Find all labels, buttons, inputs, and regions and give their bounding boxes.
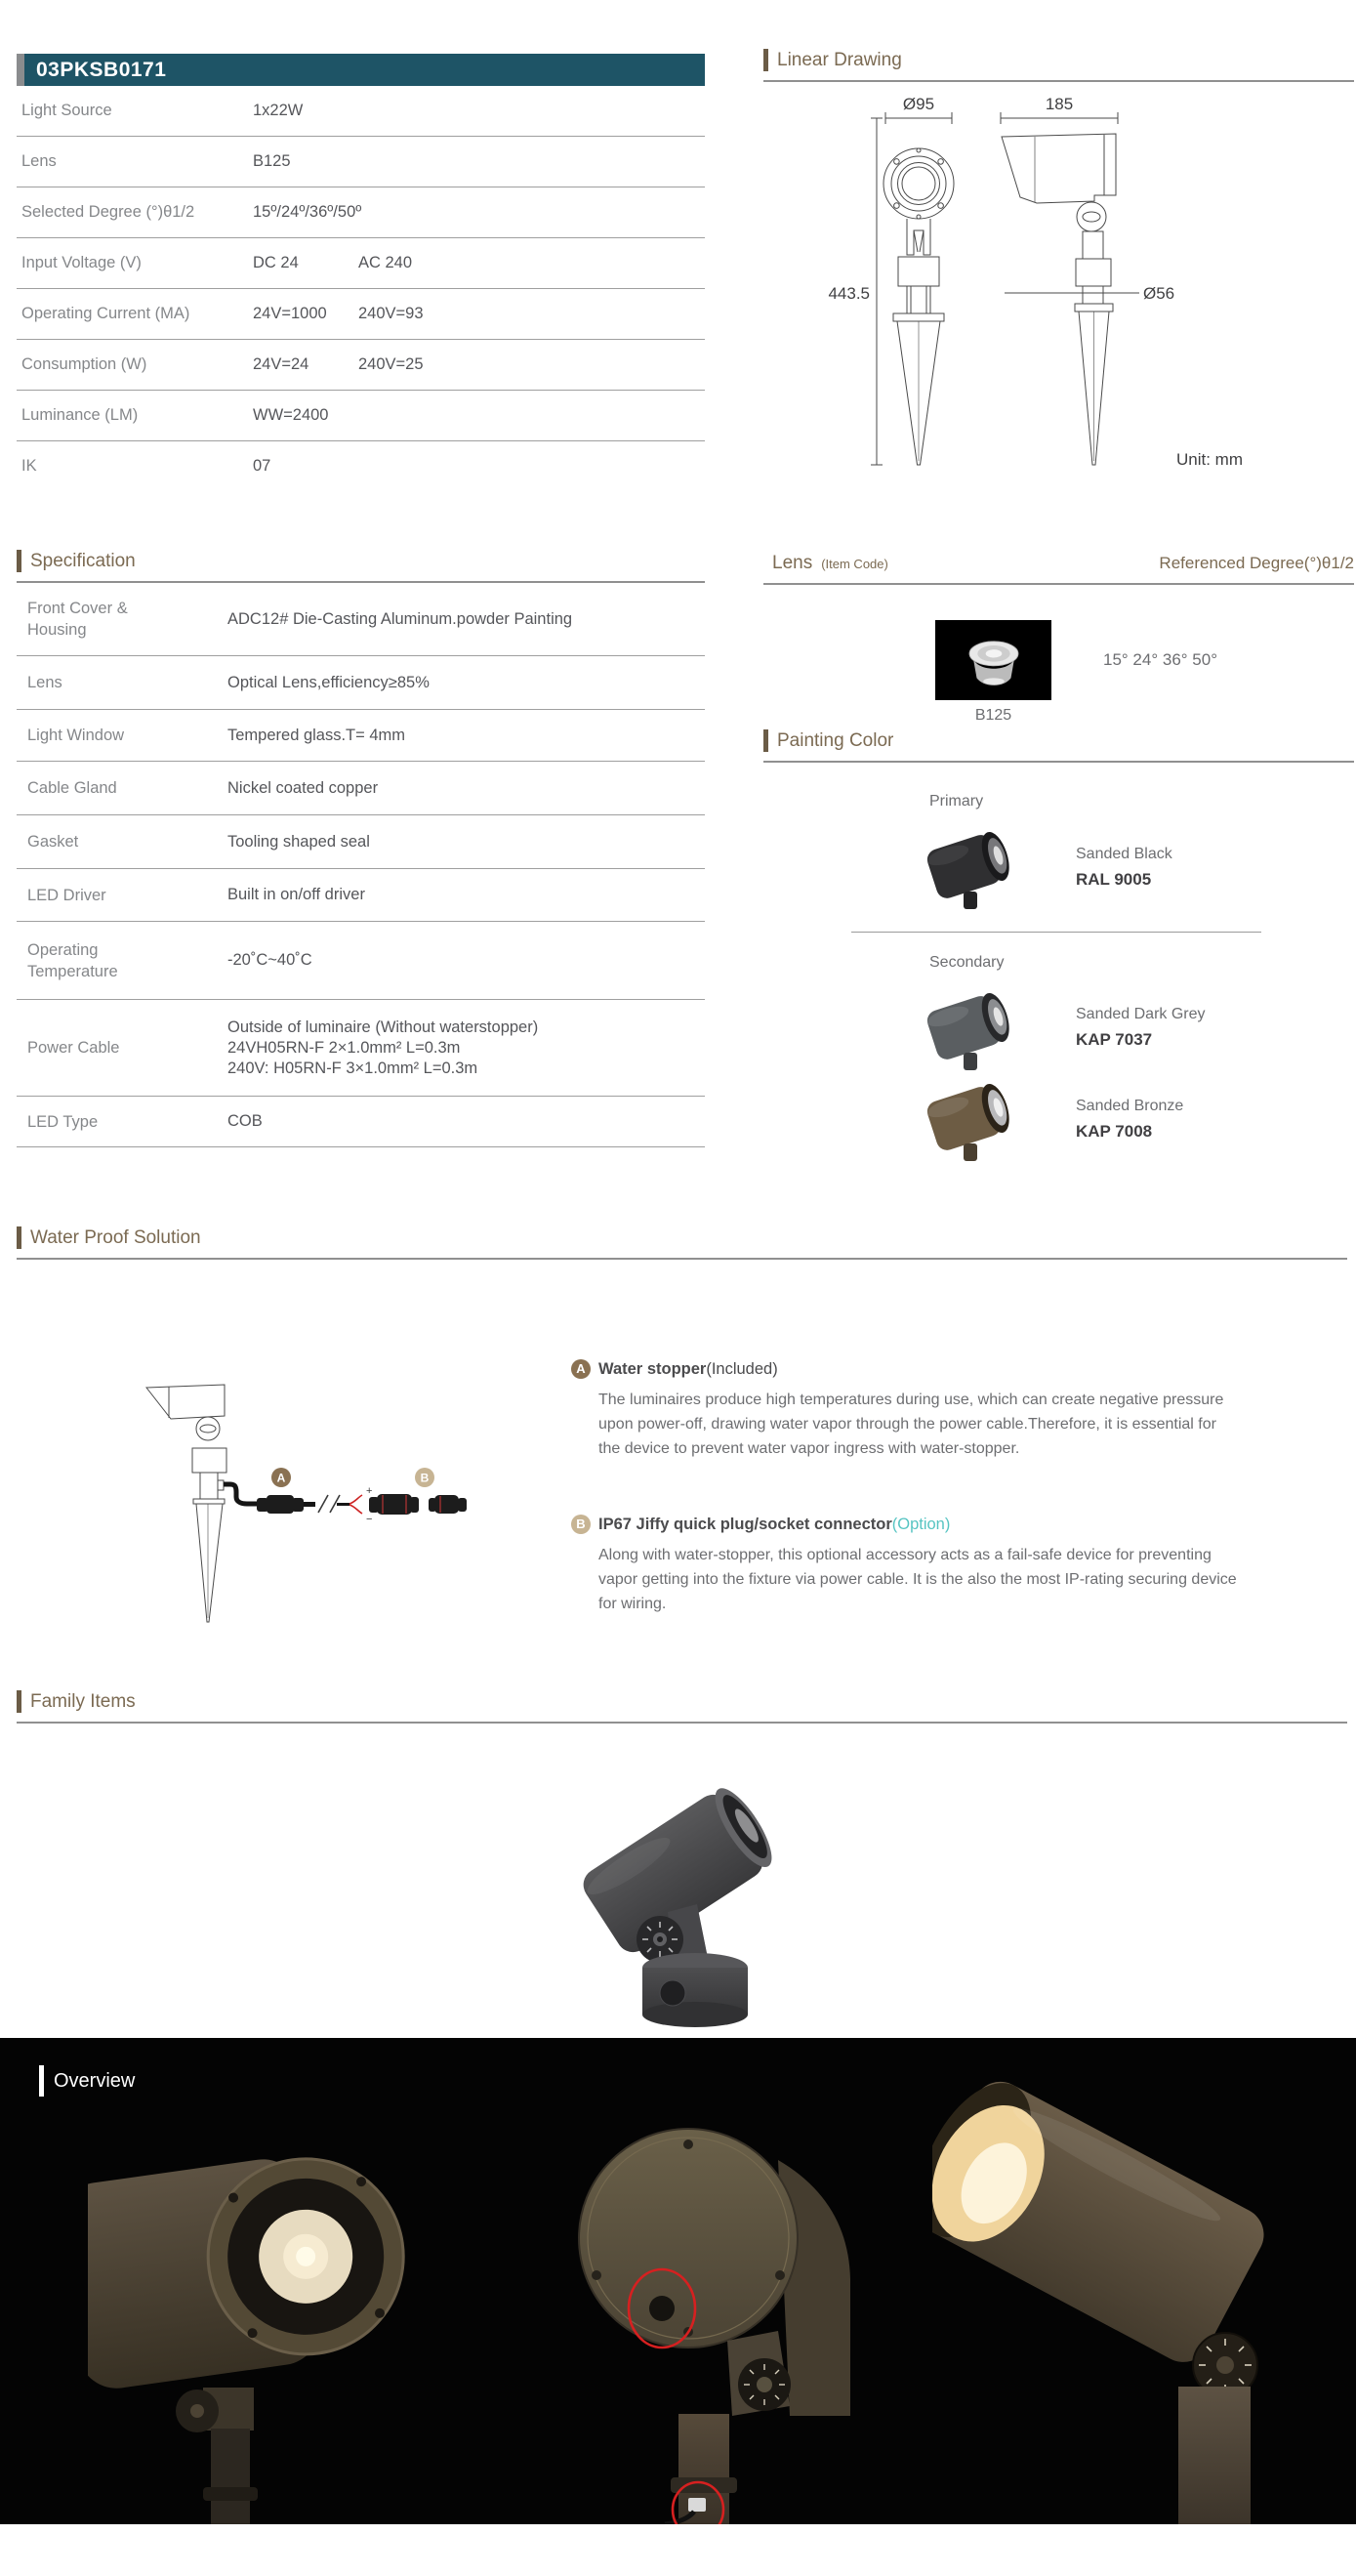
table-row (17, 289, 705, 340)
row-value: B125 (253, 152, 291, 170)
row-label: Power Cable (27, 1039, 120, 1057)
table-row (17, 441, 705, 491)
painting-color-header (763, 729, 1354, 763)
row-label: Selected Degree (°)θ1/2 (21, 203, 195, 221)
svg-text:A: A (276, 1471, 286, 1485)
row-value: DC 24 AC 240 (253, 254, 413, 271)
lens-item-code: B125 (974, 707, 1012, 724)
table-row (17, 762, 705, 815)
row-label: Consumption (W) (21, 355, 147, 373)
color-swatch-dark-grey (923, 986, 1020, 1072)
table-row (17, 656, 705, 710)
lens-illustration (955, 626, 1033, 694)
lens-photo (935, 620, 1051, 700)
color-code: KAP 7008 (1076, 1122, 1153, 1141)
row-value: WW=2400 (253, 406, 329, 424)
row-value: 1x22W (253, 102, 304, 119)
primary-label: Primary (929, 793, 984, 810)
table-row (17, 340, 705, 391)
row-value: Tempered glass.T= 4mm (227, 726, 406, 744)
table-row (17, 391, 705, 441)
row-value: -20˚C~40˚C (227, 951, 312, 969)
table-row (17, 583, 705, 656)
row-value: ADC12# Die-Casting Aluminum.powder Painting (227, 609, 573, 628)
overview-photo-front (88, 2077, 439, 2524)
specification-header (17, 550, 705, 583)
row-value: Outside of luminaire (Without waterstopper) 24VH05RN-F 2×1.0mm² L=0.3m 240V: H05RN-F 3×1.0mm² L=0.3m (227, 1018, 539, 1077)
row-value: Built in on/off driver (227, 886, 365, 903)
dim-front-diameter: Ø95 (902, 95, 935, 113)
product-code: 03PKSB0171 (24, 54, 705, 86)
secondary-label: Secondary (929, 954, 1005, 971)
color-code: KAP 7037 (1076, 1030, 1153, 1049)
row-value: COB (227, 1112, 263, 1130)
table-row (17, 86, 705, 137)
table-row (17, 187, 705, 238)
lens-section-header (763, 553, 1354, 585)
row-label: Gasket (27, 833, 79, 851)
section-title: Specification (30, 550, 136, 571)
color-name: Sanded Dark Grey (1076, 1006, 1206, 1022)
row-value: Optical Lens,efficiency≥85% (227, 673, 430, 691)
row-label: Input Voltage (V) (21, 254, 142, 271)
badge-a-icon: A (571, 1359, 591, 1379)
divider (851, 932, 1261, 933)
section-bar-icon (17, 1226, 21, 1249)
specification-table (17, 550, 705, 1147)
section-title: Water Proof Solution (30, 1226, 201, 1248)
row-label: IK (21, 457, 37, 475)
referenced-degree-title: Referenced Degree(°)θ1/2 (1159, 554, 1354, 572)
table-row (17, 869, 705, 922)
color-swatch-bronze (923, 1077, 1020, 1163)
overview-section (0, 2038, 1356, 2524)
color-code: RAL 9005 (1076, 870, 1152, 889)
linear-drawing-header (763, 49, 1354, 82)
overview-photo-back (532, 2092, 883, 2524)
color-name: Sanded Black (1076, 846, 1172, 862)
overview-photo-lit (932, 2043, 1356, 2524)
section-subtitle: (Item Code) (821, 556, 888, 571)
lens-header-left (763, 553, 888, 574)
section-bar-icon (39, 2065, 44, 2097)
section-title: Painting Color (777, 729, 894, 751)
dim-side-width: 185 (1045, 95, 1074, 113)
row-label: Lens (27, 674, 62, 691)
table-row (17, 1000, 705, 1097)
product-code-header (17, 54, 705, 86)
header-grey-bar (17, 54, 24, 86)
section-title: Lens (772, 553, 813, 573)
product-info-table (17, 54, 705, 491)
wire-minus-label: − (366, 1514, 373, 1525)
referenced-degrees: 15° 24° 36° 50° (1103, 650, 1217, 669)
table-row (17, 238, 705, 289)
row-label: Light Window (27, 727, 125, 744)
table-row (17, 922, 705, 1000)
row-value: 07 (253, 457, 271, 475)
row-label: Front Cover & Housing (27, 600, 128, 639)
row-label: Operating Current (MA) (21, 305, 190, 322)
unit-label: Unit: mm (1176, 450, 1243, 469)
table-row (17, 815, 705, 869)
section-bar-icon (17, 550, 21, 572)
badge-b-icon: B (571, 1515, 591, 1534)
row-value: 24V=24 240V=25 (253, 355, 424, 373)
wire-plus-label: + (366, 1485, 373, 1497)
row-label: Cable Gland (27, 779, 117, 797)
section-title: Overview (54, 2069, 136, 2092)
row-value: 15º/24º/36º/50º (253, 203, 362, 221)
row-label: Luminance (LM) (21, 406, 139, 424)
family-product-photo (578, 1748, 783, 2031)
connector-body: Along with water-stopper, this optional accessory acts as a fail-safe device for preventing vapor getting into the fixture via power cable. It is the also the most IP-rating securing device for wiring. (598, 1547, 1237, 1612)
table-row (17, 137, 705, 187)
waterproof-header (17, 1226, 1347, 1260)
color-name: Sanded Bronze (1076, 1098, 1184, 1114)
section-title: Family Items (30, 1690, 136, 1712)
color-swatch-black (923, 825, 1020, 911)
row-value: 24V=1000 240V=93 (253, 305, 424, 322)
dim-neck-diameter: Ø56 (1143, 284, 1175, 303)
dim-height: 443.5 (828, 284, 870, 303)
section-title: Linear Drawing (777, 49, 902, 70)
linear-drawing-figure (760, 86, 1356, 478)
table-row (17, 1097, 705, 1147)
row-value: Tooling shaped seal (227, 832, 370, 851)
row-label: LED Type (27, 1112, 99, 1131)
row-value: Nickel coated copper (227, 778, 379, 797)
section-bar-icon (17, 1690, 21, 1713)
table-row (17, 710, 705, 762)
row-label: Operating Temperature (27, 940, 118, 980)
section-bar-icon (763, 729, 768, 752)
row-label: Lens (21, 152, 57, 170)
row-label: LED Driver (27, 886, 106, 904)
family-items-header (17, 1690, 1347, 1724)
row-label: Light Source (21, 102, 112, 119)
connector-heading: IP67 Jiffy quick plug/socket connector(Option) (598, 1516, 951, 1533)
svg-text:B: B (420, 1471, 430, 1485)
waterstopper-body: The luminaires produce high temperatures during use, which can create negative pressure upon power-off, drawing water vapor through the power cable.Therefore, it is essential for the device to prevent water vapor ingress with water-stopper. (598, 1392, 1224, 1457)
waterstopper-heading: Water stopper(Included) (598, 1360, 778, 1378)
section-bar-icon (763, 49, 768, 71)
waterproof-diagram (93, 1360, 503, 1653)
